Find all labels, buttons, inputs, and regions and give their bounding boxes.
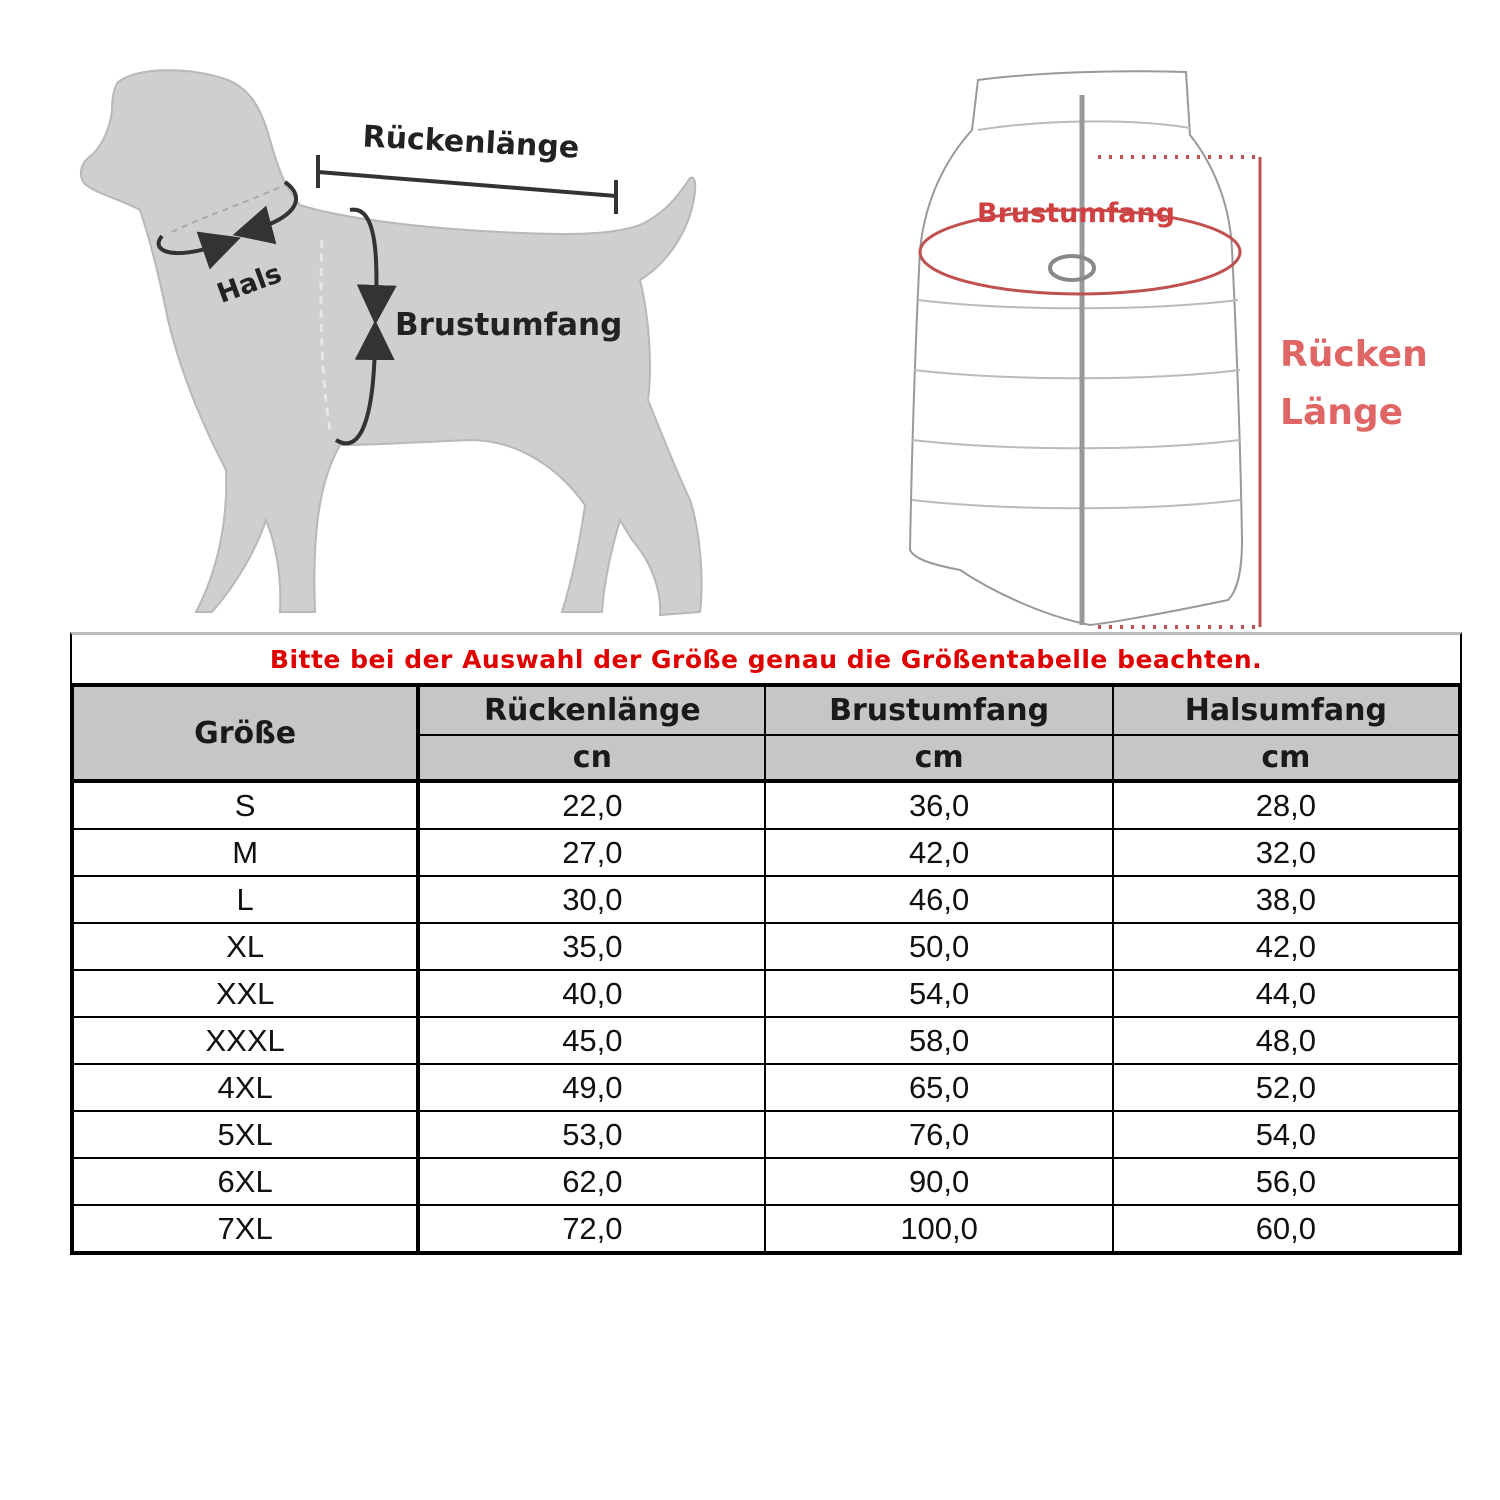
size-cell: L — [72, 876, 418, 923]
table-row — [72, 1205, 1460, 1253]
chest-cell: 54,0 — [765, 970, 1112, 1017]
dog-back-length-label: Rückenlänge — [361, 119, 581, 166]
coat-back-length-label-line1: Rücken — [1280, 334, 1428, 375]
dog-neck-label: Hals — [213, 258, 286, 310]
back-length-cell: 53,0 — [418, 1111, 765, 1158]
chest-column-header: Brustumfang — [765, 685, 1112, 735]
table-row — [72, 923, 1460, 970]
size-column-header: Größe — [72, 685, 418, 781]
neck-cell: 28,0 — [1113, 781, 1460, 829]
neck-cell: 44,0 — [1113, 970, 1460, 1017]
chest-unit: cm — [765, 735, 1112, 781]
chest-cell: 50,0 — [765, 923, 1112, 970]
back-length-cell: 72,0 — [418, 1205, 765, 1253]
size-notice: Bitte bei der Auswahl der Größe genau die Größentabelle beachten. — [70, 632, 1462, 683]
table-row — [72, 876, 1460, 923]
neck-cell: 52,0 — [1113, 1064, 1460, 1111]
table-row — [72, 1064, 1460, 1111]
neck-cell: 60,0 — [1113, 1205, 1460, 1253]
table-row — [72, 829, 1460, 876]
size-table — [70, 683, 1462, 1255]
back-length-cell: 22,0 — [418, 781, 765, 829]
size-chart — [70, 632, 1462, 1255]
size-cell: 4XL — [72, 1064, 418, 1111]
neck-column-header: Halsumfang — [1113, 685, 1460, 735]
table-row — [72, 1111, 1460, 1158]
neck-cell: 54,0 — [1113, 1111, 1460, 1158]
neck-cell: 56,0 — [1113, 1158, 1460, 1205]
coat-back-length-label-line2: Länge — [1280, 392, 1404, 433]
neck-cell: 48,0 — [1113, 1017, 1460, 1064]
size-cell: 6XL — [72, 1158, 418, 1205]
table-row — [72, 1017, 1460, 1064]
chest-cell: 58,0 — [765, 1017, 1112, 1064]
chest-cell: 90,0 — [765, 1158, 1112, 1205]
size-cell: XXL — [72, 970, 418, 1017]
chest-cell: 36,0 — [765, 781, 1112, 829]
back-length-cell: 30,0 — [418, 876, 765, 923]
size-cell: M — [72, 829, 418, 876]
coat-drawing — [910, 71, 1242, 625]
dog-chest-label: Brustumfang — [395, 307, 623, 343]
neck-cell: 38,0 — [1113, 876, 1460, 923]
size-cell: XXXL — [72, 1017, 418, 1064]
table-row — [72, 781, 1460, 829]
neck-unit: cm — [1113, 735, 1460, 781]
measurement-illustration — [0, 0, 1500, 640]
chest-cell: 42,0 — [765, 829, 1112, 876]
coat-chest-label: Brustumfang — [977, 198, 1175, 229]
back-length-cell: 45,0 — [418, 1017, 765, 1064]
back-length-column-header: Rückenlänge — [418, 685, 765, 735]
neck-cell: 32,0 — [1113, 829, 1460, 876]
chest-cell: 65,0 — [765, 1064, 1112, 1111]
neck-cell: 42,0 — [1113, 923, 1460, 970]
chest-cell: 100,0 — [765, 1205, 1112, 1253]
chest-cell: 76,0 — [765, 1111, 1112, 1158]
back-length-cell: 40,0 — [418, 970, 765, 1017]
table-row — [72, 1158, 1460, 1205]
size-cell: 7XL — [72, 1205, 418, 1253]
back-length-cell: 49,0 — [418, 1064, 765, 1111]
back-length-cell: 35,0 — [418, 923, 765, 970]
size-cell: XL — [72, 923, 418, 970]
size-cell: S — [72, 781, 418, 829]
back-length-unit: cn — [418, 735, 765, 781]
table-row — [72, 970, 1460, 1017]
size-cell: 5XL — [72, 1111, 418, 1158]
chest-cell: 46,0 — [765, 876, 1112, 923]
back-length-cell: 27,0 — [418, 829, 765, 876]
back-length-cell: 62,0 — [418, 1158, 765, 1205]
